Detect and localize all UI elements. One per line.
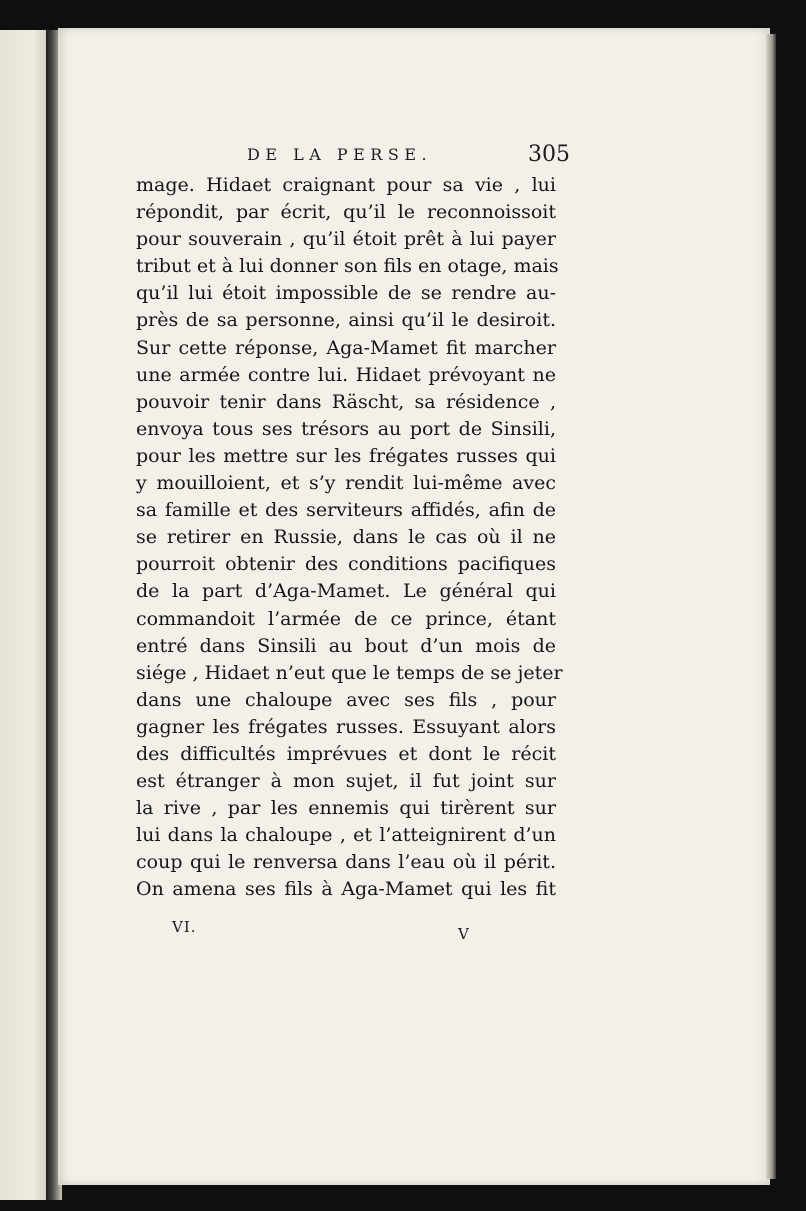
text-line: gagner les frégates russes. Essuyant alors: [136, 715, 556, 738]
text-line: pour les mettre sur les frégates russes qui: [136, 444, 556, 467]
text-line: commandoit l’armée de ce prince, étant: [136, 607, 556, 630]
text-line: une armée contre lui. Hidaet prévoyant ne: [136, 363, 556, 386]
text-line: est étranger à mon sujet, il fut joint sur: [136, 770, 556, 793]
text-line: pouvoir tenir dans Räscht, sa résidence ,: [136, 390, 556, 413]
text-line: envoya tous ses trésors au port de Sinsili,: [136, 417, 556, 440]
text-line: se retirer en Russie, dans le cas où il ne: [136, 526, 556, 549]
text-line: dans une chaloupe avec ses fils , pour: [136, 688, 556, 711]
body-text: [136, 172, 563, 904]
text-line: de la part d’Aga-Mamet. Le général qui: [136, 580, 556, 603]
text-line: y mouilloient, et s’y rendit lui-même avec: [136, 472, 556, 495]
text-line: siége , Hidaet n’eut que le temps de se jeter: [136, 661, 563, 684]
text-line: près de sa personne, ainsi qu’il le desiroit.: [136, 309, 556, 332]
previous-page-edge: [0, 30, 49, 1200]
text-line: lui dans la chaloupe , et l’atteignirent d’un: [136, 824, 556, 847]
text-line: coup qui le renversa dans l’eau où il périt.: [136, 851, 556, 874]
text-line: des difficultés imprévues et dont le récit: [136, 742, 556, 765]
text-line: tribut et à lui donner son fils en otage, mais: [136, 255, 559, 278]
catchword: V: [458, 925, 469, 943]
text-line: pour souverain , qu’il étoit prêt à lui payer: [136, 228, 556, 251]
text-line: répondit, par écrit, qu’il le reconnoissoit: [136, 201, 556, 224]
signature-mark: VI.: [172, 918, 197, 936]
text-line: On amena ses fils à Aga-Mamet qui les fit: [136, 878, 556, 901]
running-head: DE LA PERSE.: [247, 145, 433, 164]
text-line: qu’il lui étoit impossible de se rendre au-: [136, 282, 556, 305]
text-line: sa famille et des serviteurs affidés, afin de: [136, 499, 556, 522]
text-line: la rive , par les ennemis qui tirèrent sur: [136, 797, 556, 820]
page-fore-edge: [766, 34, 776, 1179]
text-line: pourroit obtenir des conditions pacifiques: [136, 553, 556, 576]
text-line: mage. Hidaet craignant pour sa vie , lui: [136, 174, 556, 196]
page-number: 305: [528, 142, 570, 167]
text-line: entré dans Sinsili au bout d’un mois de: [136, 634, 556, 657]
text-line: Sur cette réponse, Aga-Mamet fit marcher: [136, 336, 556, 359]
